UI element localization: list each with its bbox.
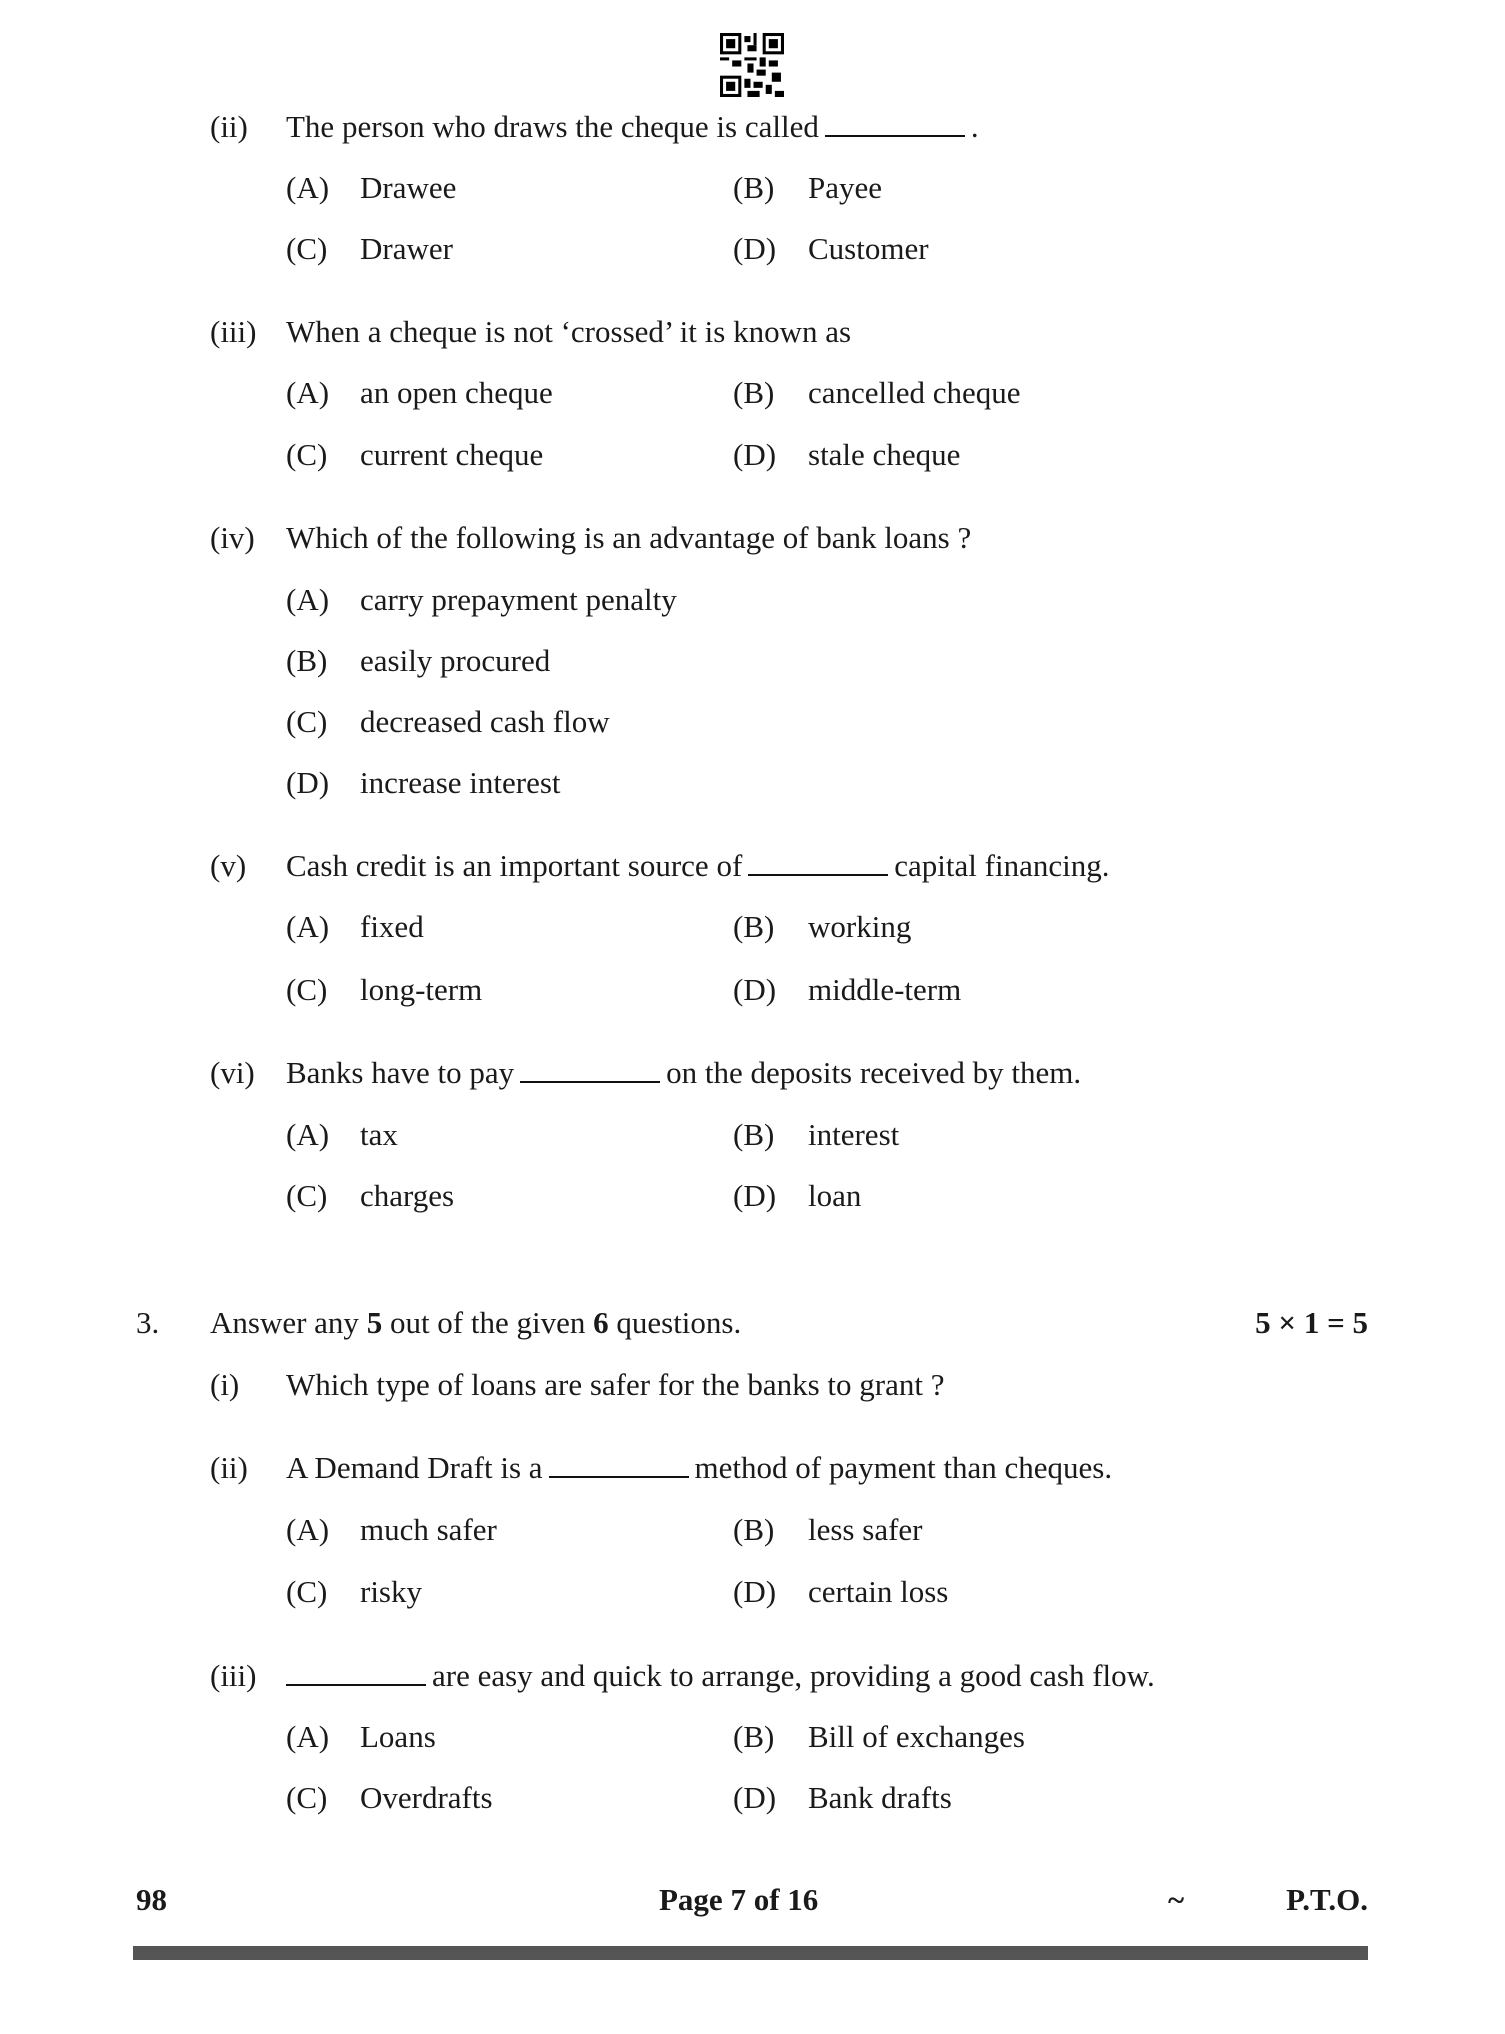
question-text-after: . [970, 109, 979, 144]
question-text [286, 1448, 1112, 1488]
option-label: (D) [733, 231, 777, 266]
question-number: (iii) [210, 314, 257, 349]
answer-blank [748, 848, 888, 876]
instruction-number: 6 [593, 1305, 609, 1340]
option-label: (C) [286, 1780, 328, 1815]
option-text: interest [808, 1117, 900, 1152]
option-label: (C) [286, 231, 328, 266]
pto-label: P.T.O. [1286, 1882, 1368, 1917]
option-text: Customer [808, 231, 929, 266]
option-text: Bill of exchanges [808, 1719, 1025, 1754]
option-label: (B) [733, 170, 775, 205]
option-label: (C) [286, 1574, 328, 1609]
option-text: fixed [360, 909, 424, 944]
option-text: certain loss [808, 1574, 949, 1609]
option-text: long-term [360, 972, 483, 1007]
option-text: middle-term [808, 972, 962, 1007]
question-text: Which of the following is an advantage of bank loans ? [286, 520, 972, 555]
question-number: (ii) [210, 109, 248, 144]
question-text-after: capital financing. [894, 848, 1110, 883]
option-label: (B) [733, 375, 775, 410]
option-text: increase interest [360, 765, 561, 800]
question-number: (i) [210, 1367, 240, 1402]
footer-divider [133, 1946, 1368, 1960]
question-number: (iv) [210, 520, 255, 555]
option-label: (A) [286, 1117, 330, 1152]
option-label: (A) [286, 170, 330, 205]
question-number: (vi) [210, 1055, 255, 1090]
option-label: (B) [733, 1512, 775, 1547]
question-text-before: The person who draws the cheque is called [286, 109, 819, 144]
option-text: an open cheque [360, 375, 553, 410]
option-text: Bank drafts [808, 1780, 952, 1815]
answer-blank [549, 1450, 689, 1478]
question-number: (iii) [210, 1658, 257, 1693]
option-text: Drawee [360, 170, 457, 205]
option-text: Payee [808, 170, 883, 205]
question-text-after: are easy and quick to arrange, providing a good cash flow. [432, 1658, 1155, 1693]
option-label: (D) [733, 1780, 777, 1815]
option-label: (B) [733, 1117, 775, 1152]
option-text: decreased cash flow [360, 704, 610, 739]
question-text-after: method of payment than cheques. [694, 1450, 1113, 1485]
option-text: risky [360, 1574, 422, 1609]
answer-blank [825, 109, 965, 137]
option-label: (C) [286, 437, 328, 472]
question-text-after: on the deposits received by them. [666, 1055, 1082, 1090]
option-text: carry prepayment penalty [360, 582, 677, 617]
question-text [286, 107, 979, 147]
option-text: much safer [360, 1512, 497, 1547]
question-text [286, 1053, 1081, 1093]
question-number: 3. [136, 1305, 160, 1340]
answer-blank [520, 1055, 660, 1083]
option-label: (B) [733, 1719, 775, 1754]
page-number: Page 7 of 16 [659, 1882, 819, 1917]
option-text: easily procured [360, 643, 551, 678]
question-text: When a cheque is not ‘crossed’ it is known as [286, 314, 852, 349]
option-label: (B) [286, 643, 328, 678]
option-text: Overdrafts [360, 1780, 493, 1815]
option-label: (D) [733, 437, 777, 472]
option-text: charges [360, 1178, 455, 1213]
marks: 5 × 1 = 5 [1255, 1305, 1368, 1340]
option-text: tax [360, 1117, 398, 1152]
option-label: (A) [286, 375, 330, 410]
option-label: (D) [733, 972, 777, 1007]
tilde-mark: ~ [1168, 1882, 1185, 1917]
option-label: (A) [286, 1512, 330, 1547]
paper-code: 98 [136, 1882, 167, 1917]
option-label: (B) [733, 909, 775, 944]
question-text: Which type of loans are safer for the banks to grant ? [286, 1367, 945, 1402]
option-label: (A) [286, 909, 330, 944]
qr-code-icon [720, 32, 784, 98]
question-text-before: Cash credit is an important source of [286, 848, 743, 883]
option-text: less safer [808, 1512, 923, 1547]
option-label: (A) [286, 582, 330, 617]
option-text: Drawer [360, 231, 453, 266]
option-label: (A) [286, 1719, 330, 1754]
option-text: loan [808, 1178, 862, 1213]
instruction-text: Answer any [210, 1305, 359, 1340]
question-instruction [210, 1303, 741, 1343]
question-text-before: Banks have to pay [286, 1055, 515, 1090]
option-text: cancelled cheque [808, 375, 1021, 410]
option-label: (C) [286, 972, 328, 1007]
option-label: (C) [286, 1178, 328, 1213]
option-label: (D) [733, 1574, 777, 1609]
option-text: stale cheque [808, 437, 961, 472]
option-label: (D) [286, 765, 330, 800]
option-label: (D) [733, 1178, 777, 1213]
question-text [286, 1656, 1155, 1696]
question-text [286, 846, 1109, 886]
option-text: working [808, 909, 912, 944]
instruction-text: out of the given [389, 1305, 586, 1340]
question-number: (ii) [210, 1450, 248, 1485]
question-number: (v) [210, 848, 247, 883]
option-text: current cheque [360, 437, 544, 472]
instruction-text: questions. [616, 1305, 742, 1340]
answer-blank [286, 1658, 426, 1686]
question-text-before: A Demand Draft is a [286, 1450, 543, 1485]
instruction-number: 5 [366, 1305, 383, 1340]
option-label: (C) [286, 704, 328, 739]
option-text: Loans [360, 1719, 436, 1754]
